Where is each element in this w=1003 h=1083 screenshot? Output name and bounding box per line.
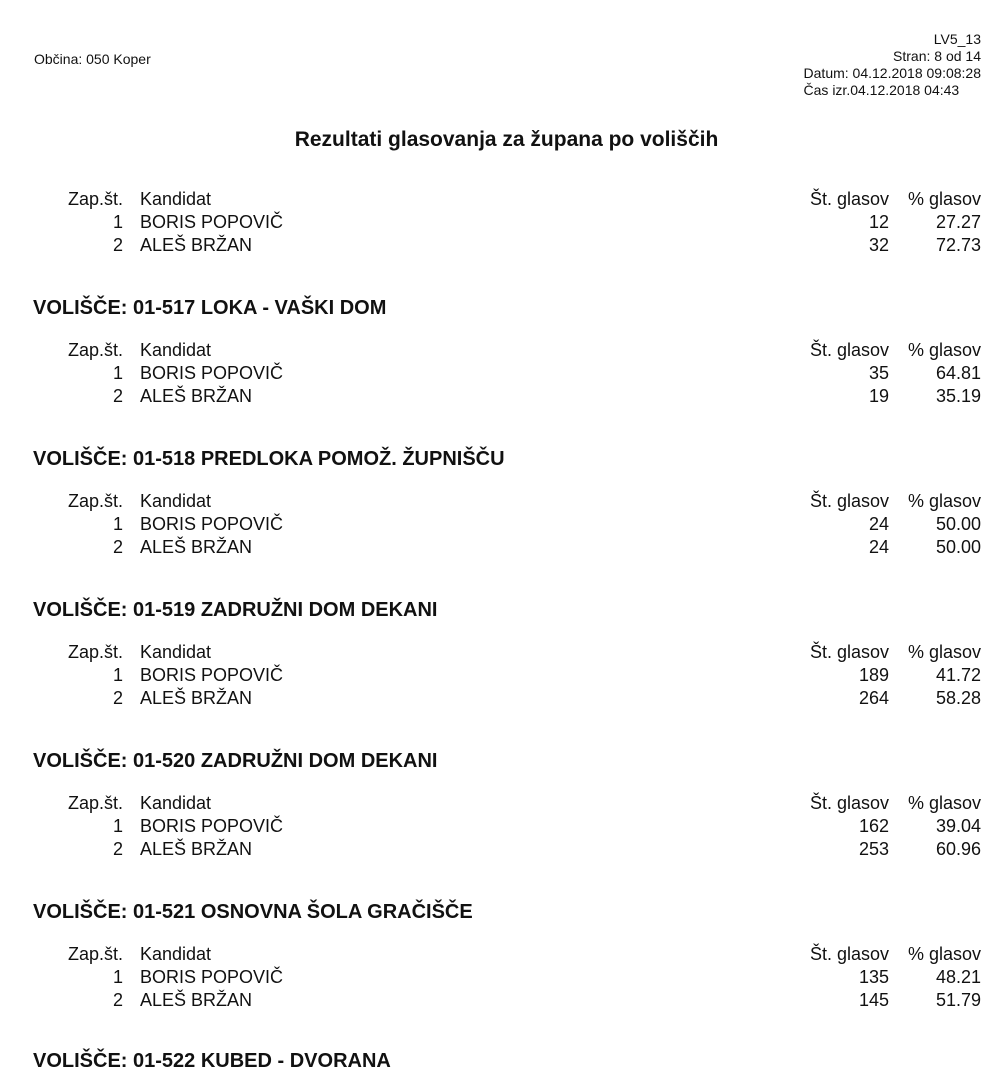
report-meta [804,31,981,99]
row-votes: 253 [858,839,889,859]
table-row [0,362,1003,385]
row-percent: 50.00 [935,537,981,557]
row-candidate: ALEŠ BRŽAN [140,839,253,859]
column-header-nr: Zap.št. [67,491,123,511]
station-heading: VOLIŠČE: 01-522 KUBED - DVORANA [33,1050,391,1072]
row-candidate: ALEŠ BRŽAN [140,235,253,255]
column-header-nr: Zap.št. [67,189,123,209]
row-votes: 145 [858,990,889,1010]
row-votes: 35 [868,363,889,383]
column-header-nr: Zap.št. [67,793,123,813]
row-nr: 1 [112,816,123,836]
table-header-row [0,490,1003,513]
column-header-percent: % glasov [907,642,981,662]
row-candidate: BORIS POPOVIČ [140,816,284,836]
station-heading: VOLIŠČE: 01-517 LOKA - VAŠKI DOM [33,297,387,319]
column-header-nr: Zap.št. [67,642,123,662]
row-percent: 60.96 [935,839,981,859]
results-table [0,339,1003,408]
row-percent: 50.00 [935,514,981,534]
row-votes: 189 [858,665,889,685]
row-percent: 51.79 [935,990,981,1010]
row-votes: 24 [868,537,889,557]
row-percent: 35.19 [935,386,981,406]
column-header-percent: % glasov [907,189,981,209]
table-row [0,385,1003,408]
station-heading: VOLIŠČE: 01-519 ZADRUŽNI DOM DEKANI [33,599,438,621]
table-row [0,838,1003,861]
table-row [0,513,1003,536]
row-nr: 2 [112,688,123,708]
column-header-candidate: Kandidat [140,189,212,209]
municipality-label: Občina: 050 Koper [34,51,151,67]
row-votes: 24 [868,514,889,534]
row-nr: 1 [112,967,123,987]
row-nr: 1 [112,212,123,232]
column-header-candidate: Kandidat [140,340,212,360]
row-candidate: ALEŠ BRŽAN [140,688,253,708]
column-header-percent: % glasov [907,944,981,964]
station-heading: VOLIŠČE: 01-520 ZADRUŽNI DOM DEKANI [33,750,438,772]
row-votes: 264 [858,688,889,708]
column-header-percent: % glasov [907,340,981,360]
table-row [0,664,1003,687]
column-header-candidate: Kandidat [140,642,212,662]
report-code: LV5_13 [933,31,981,47]
column-header-candidate: Kandidat [140,944,212,964]
row-percent: 72.73 [935,235,981,255]
table-row [0,536,1003,559]
row-percent: 39.04 [935,816,981,836]
column-header-votes: Št. glasov [809,491,889,511]
results-table [0,943,1003,1012]
row-nr: 2 [112,537,123,557]
table-row [0,211,1003,234]
row-candidate: BORIS POPOVIČ [140,363,284,383]
column-header-nr: Zap.št. [67,944,123,964]
row-candidate: BORIS POPOVIČ [140,967,284,987]
table-header-row [0,641,1003,664]
column-header-votes: Št. glasov [809,944,889,964]
calc-time: Čas izr.04.12.2018 04:43 [803,82,960,98]
results-table [0,641,1003,710]
column-header-percent: % glasov [907,491,981,511]
row-candidate: ALEŠ BRŽAN [140,537,253,557]
column-header-percent: % glasov [907,793,981,813]
row-percent: 41.72 [935,665,981,685]
column-header-votes: Št. glasov [809,340,889,360]
column-header-votes: Št. glasov [809,189,889,209]
results-table-top [0,188,1003,257]
table-row [0,234,1003,257]
row-votes: 19 [868,386,889,406]
page-number: Stran: 8 od 14 [893,48,981,64]
row-nr: 2 [112,235,123,255]
row-candidate: BORIS POPOVIČ [140,665,284,685]
row-nr: 1 [112,665,123,685]
row-percent: 58.28 [935,688,981,708]
row-votes: 32 [868,235,889,255]
column-header-votes: Št. glasov [809,642,889,662]
row-nr: 2 [112,839,123,859]
row-votes: 162 [858,816,889,836]
row-percent: 64.81 [935,363,981,383]
results-table [0,490,1003,559]
report-title: Rezultati glasovanja za župana po voliščih [294,128,719,151]
row-votes: 135 [858,967,889,987]
row-candidate: ALEŠ BRŽAN [140,386,253,406]
column-header-votes: Št. glasov [809,793,889,813]
table-header-row [0,792,1003,815]
row-votes: 12 [868,212,889,232]
row-percent: 48.21 [935,967,981,987]
station-heading: VOLIŠČE: 01-521 OSNOVNA ŠOLA GRAČIŠČE [33,901,473,923]
row-candidate: BORIS POPOVIČ [140,514,284,534]
row-nr: 2 [112,386,123,406]
column-header-candidate: Kandidat [140,793,212,813]
row-candidate: ALEŠ BRŽAN [140,990,253,1010]
column-header-nr: Zap.št. [67,340,123,360]
row-candidate: BORIS POPOVIČ [140,212,284,232]
table-row [0,687,1003,710]
table-row [0,966,1003,989]
row-nr: 1 [112,363,123,383]
table-header-row [0,188,1003,211]
column-header-candidate: Kandidat [140,491,212,511]
report-date: Datum: 04.12.2018 09:08:28 [803,65,981,81]
row-nr: 1 [112,514,123,534]
table-row [0,989,1003,1012]
table-header-row [0,943,1003,966]
table-header-row [0,339,1003,362]
row-percent: 27.27 [935,212,981,232]
results-table [0,792,1003,861]
row-nr: 2 [112,990,123,1010]
table-row [0,815,1003,838]
station-heading: VOLIŠČE: 01-518 PREDLOKA POMOŽ. ŽUPNIŠČU [33,448,505,470]
